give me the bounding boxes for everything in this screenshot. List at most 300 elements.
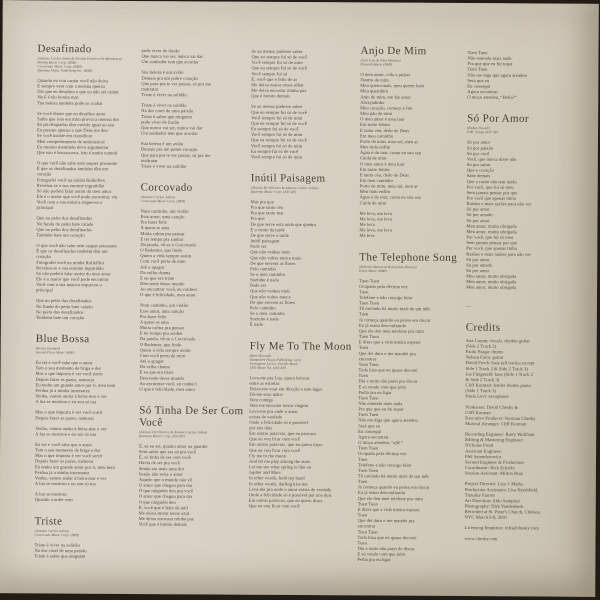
song-triste-title: Triste xyxy=(34,514,63,527)
lyric-line: Quero a vida sempre assim xyxy=(140,253,192,259)
lyric-line: Não me diga que agora atendeu xyxy=(358,417,418,423)
lyric-line: Me deixa morar nesse azul xyxy=(138,510,190,516)
lyric-line: Da velha chama xyxy=(139,364,170,370)
lyric-line: Tuen xyxy=(359,289,369,295)
stanza xyxy=(467,50,570,101)
lyric-line: Quero a vida sempre assim xyxy=(139,347,191,353)
song-the-telephone-song-title: The Telephone Song xyxy=(359,250,458,264)
lyric-line: Vem me encostar nessa viagem xyxy=(249,402,309,409)
lyric-line: Que nunca vai ser, nunca vai dar xyxy=(141,124,203,131)
lyric-line: Sem jamais pensar por que xyxy=(466,189,518,196)
lyric-line: O que é felicidade, meu amor xyxy=(140,292,196,298)
lyric-line: Só por amar xyxy=(466,217,490,223)
lyric-line: Se você disser que eu desafino amor xyxy=(37,110,106,117)
lyric-line: Dentro de mim xyxy=(360,77,389,83)
stanza xyxy=(140,209,247,299)
lyric-line: Meu pão de mim xyxy=(360,110,393,117)
stanza xyxy=(465,432,568,477)
divider-glyph: — xyxy=(465,303,472,309)
lyric-line: Paulo Braga: drums xyxy=(465,349,504,355)
lyric-line: Onde a felicidade só é possível xyxy=(249,419,308,425)
lyric-line: Depois fazer as pazes, namorar xyxy=(35,376,95,383)
lyric-line: Producers: David Chesky & xyxy=(465,404,519,410)
song-anjo-de-mim-title: Anjo De Mim xyxy=(360,43,427,57)
lyric-line: Executive Producer: Norman Chesky xyxy=(465,415,536,421)
lyric-line: Eu tenho um grande amor por ti, meu bem xyxy=(35,382,116,388)
lyric-line: Perdoa já a minha insensatez xyxy=(35,387,90,394)
lyric-line: Cliff Korman xyxy=(465,409,491,416)
song-desafinado-title: Desafinado xyxy=(37,41,92,55)
stanza xyxy=(34,542,134,559)
lyric-line: Sua beleza é um avião xyxy=(141,69,184,76)
stanza xyxy=(251,104,356,160)
lyric-line: Pelo caminho xyxy=(249,305,276,311)
lyric-line: Tuen xyxy=(358,311,369,317)
lyric-line: Só por amor xyxy=(466,206,490,212)
lyric-line: Você que é bonito demais xyxy=(138,521,187,527)
lyric-line: Tuen Tuen xyxy=(358,445,379,451)
lyric-line: Você sempre foi só de mim xyxy=(251,59,303,66)
lyric-line: Meu coração, começo e fim xyxy=(360,105,413,111)
lyric-line: Pedia pra eu ligar xyxy=(357,557,391,563)
lyric-line: Tem o seu momento de briga e dor xyxy=(35,447,101,453)
lyric-line: O Redentor, que lindo xyxy=(139,341,182,348)
lyric-line: Mas o que importa é ver você sorrir xyxy=(35,453,103,459)
lyric-line: Mas pra que xyxy=(250,199,274,205)
lyric-line: encontrar xyxy=(357,523,376,529)
lyric-line: Por você, que apenas tinha xyxy=(466,245,517,252)
stanza xyxy=(35,491,135,503)
lyric-line: Pode ser xyxy=(250,243,267,249)
lyric-line: O que ninguém deu pra você xyxy=(138,488,194,494)
lyric-line: De que servem as flores xyxy=(250,260,296,266)
lyric-line: Eu consegui xyxy=(467,83,491,89)
stanza xyxy=(466,140,570,291)
lyric-line: Porto de mim, meu sol, meu ar xyxy=(359,138,419,145)
lyric-line: Só por você xyxy=(466,150,490,157)
lyric-line: O que é felicidade, meu amor xyxy=(139,386,196,392)
lyric-line: Que não voltes nunca mais xyxy=(250,254,302,261)
lyric-line: E só vendo com que jeito xyxy=(357,551,406,557)
lyric-line: Tuen Tuen xyxy=(358,412,379,418)
lyric-line: A lua se mostrou e eu sou só tua xyxy=(35,398,97,405)
lyric-line: Triste é saber que ninguém xyxy=(141,113,193,120)
lyric-line: Sem saber que era só pra você xyxy=(139,449,197,455)
lyric-line: Me deixa morar nesse olhar xyxy=(251,82,304,88)
lyric-line: Agora encontrar xyxy=(358,434,389,440)
lyric-line: Que eu sempre fui só de você xyxy=(251,109,307,115)
lyric-line: Só por amar xyxy=(466,268,490,274)
lyric-line: Dá-me suas mãos xyxy=(249,391,283,397)
lyric-line: Na dor cruel de uma paixão xyxy=(141,108,194,114)
lyric-line: Em meu caminho xyxy=(359,177,393,184)
lyric-line: Você sempre foi só de mim xyxy=(251,115,303,121)
stanza xyxy=(465,536,568,542)
lyric-line: Que não venhas mais xyxy=(250,288,291,294)
lyric-line: Tuen Tuen xyxy=(357,501,378,507)
lyric-line: A lua se mostrou e eu sou só tua xyxy=(34,480,96,487)
lyric-line: Em outras palavras, que eu quero dizer xyxy=(249,441,323,448)
song-credit-line: Ipanema Music Publishing Inc. (BMI) xyxy=(37,68,93,73)
lyric-line: Já começa quando eu penso em discar xyxy=(358,317,431,323)
lyric-line: Nicholas Prout xyxy=(465,442,494,448)
stanza xyxy=(35,410,135,422)
lyric-line: Que não voltes nunca xyxy=(249,294,291,300)
lyric-line: Pra que tanto céu xyxy=(250,204,284,210)
lyric-line: Se você insiste em classificar xyxy=(36,133,93,139)
lyric-line: Senão era mais uma dor xyxy=(138,465,185,472)
lyric-line: Phil Sztenderowicz xyxy=(465,453,502,460)
lyric-line: E só vendo com que jeito xyxy=(358,384,407,390)
lyric-line: Tuen xyxy=(357,478,368,484)
lyric-line: Esse amor, uma canção xyxy=(140,214,185,220)
lyric-line: Perdoa já a minha insensatez xyxy=(34,469,90,476)
song-credit-line: (Ivan Lins & Vitor Martins) xyxy=(360,58,401,63)
stanza xyxy=(465,404,568,427)
lyric-line: Sozinho é nada xyxy=(250,277,279,283)
lyric-line: Meu querubim xyxy=(360,88,389,94)
lyric-line: E tanto céu, dedo de Deus xyxy=(359,172,409,178)
lyric-line: Eu sei e você sabe que o amor xyxy=(35,441,93,448)
lyric-line: É, só tinha de ser com você xyxy=(139,454,191,460)
lyric-line: Tuen xyxy=(357,512,368,518)
lyric-line: O moço atendeu, “alô!” xyxy=(358,439,403,446)
song-anjo-de-mim xyxy=(359,44,460,239)
song-blue-bossa-title: Blue Bossa xyxy=(35,331,90,345)
lyric-line: E tanto céu, dedo de Deus xyxy=(360,127,410,133)
lyric-line: Que eu sempre fui só de você xyxy=(251,65,308,71)
lyric-line: Da janela, vê-se o Corcovado xyxy=(140,241,196,248)
lyric-line: Ana Caram: vocals, rhythm guitar xyxy=(465,337,531,344)
lyric-line: De que servem as flores xyxy=(249,299,296,305)
song-triste xyxy=(34,515,134,560)
lyric-line: É nada xyxy=(249,321,263,327)
lyric-line: Que o coração xyxy=(466,167,494,173)
lyric-line: E dizer que a vida inteira esperei xyxy=(357,506,420,513)
lyric-line: Em noite Jobim xyxy=(359,166,390,172)
lyric-line: Tuen Tuen xyxy=(358,300,380,306)
song-credit-line: (Antonio Carlos Jobim) xyxy=(34,529,69,533)
lyric-line: O meu amor é meu luar xyxy=(360,116,405,122)
lyric-line: Se ao menos pudesse saber xyxy=(251,48,303,55)
lyric-line: Tuen xyxy=(358,345,369,351)
lyric-line: Da velha chama xyxy=(140,269,171,276)
lyric-line: Que nunca vai ser, nunca vai dar xyxy=(141,53,203,59)
lyric-line: É que os desafinados também têm um xyxy=(36,248,108,254)
song-credit-line: EMC Songs (ASCAP) xyxy=(467,130,499,135)
lyric-line: Você é tão bonita mas xyxy=(37,94,79,100)
lyric-line: Você sempre foi só de mim xyxy=(250,142,303,149)
stanza xyxy=(37,111,137,156)
lyric-line: Leva-me pra onde o amor exista de verdade xyxy=(248,486,332,493)
lyric-line: David Finck: bass (all tracks; except xyxy=(465,360,535,366)
lyric-line: Que no peito dos desafinados xyxy=(36,215,93,221)
stanza xyxy=(36,298,136,321)
lyric-line: In other words, darling kiss me xyxy=(248,480,308,487)
song-credit-line: (Aloysio De Oliveira & Antonio Carlos Jobim) xyxy=(250,186,319,191)
lyric-line: Por você, que foi só meu xyxy=(466,184,514,190)
lyric-line: Que para pra te ver passar, só pra me xyxy=(141,80,211,87)
lyric-line: Jupiter and Mars xyxy=(248,469,281,476)
lyric-line: Você sempre foi só xyxy=(251,71,288,77)
lyric-line: Meu quero-mais, meu querer bem xyxy=(360,83,425,89)
lyric-line: Eu sei e você sabe que o amor xyxy=(35,359,93,366)
lyric-line: Pode ser xyxy=(250,282,267,288)
lyric-line: A quem se ama xyxy=(139,319,169,325)
section-divider xyxy=(466,303,569,309)
lyric-line: Me leva xyxy=(359,221,375,227)
lyric-line: principal xyxy=(36,205,54,211)
lyric-line: Me deixa encostar minha paz xyxy=(138,516,194,522)
lyric-line: Tuen Tuen xyxy=(357,467,379,473)
stanza xyxy=(35,442,135,487)
song-credit-line: Hampshire House Publishing Corp. xyxy=(249,357,302,362)
lyric-line: Não entendo mais nada xyxy=(467,55,512,61)
lyric-line: maltratar xyxy=(141,86,159,92)
lyric-line: Na dor cruel de uma paixão xyxy=(34,547,87,554)
lyric-line: O amor que chegou para dar xyxy=(138,493,193,500)
stanza xyxy=(141,70,247,99)
lyric-line: Meu tudo enfim xyxy=(359,189,390,195)
lyric-line: Já começa quando eu penso em discar xyxy=(357,484,430,490)
so-tinha-continued xyxy=(251,49,357,161)
lyric-line: E ter tempo pra sonhar xyxy=(140,236,184,242)
song-fly-me-to-the-moon xyxy=(249,339,355,509)
song-credit-line: (Baden Powell) xyxy=(467,126,490,131)
credits-section xyxy=(465,321,569,542)
lyric-line: Meu amor, muito obrigada xyxy=(466,279,517,285)
lyric-line: O que ninguém deu xyxy=(138,499,176,505)
lyric-line: Tuen Tuen xyxy=(467,66,488,72)
lyric-line: Pra que que eu fui topar xyxy=(467,61,513,67)
lyric-line: Se o meu caminho xyxy=(249,310,285,316)
lyric-line: Tuen xyxy=(358,372,369,379)
lyric-line: Senão não seria o amor xyxy=(138,471,183,477)
lyric-line: Só privilegiados têm ouvido igual ao seu xyxy=(37,121,115,128)
lyric-line: Session Assistant: Milton Ruiz xyxy=(464,470,523,476)
lyric-line: Sua beleza é um avião xyxy=(140,141,184,147)
lyric-line: Venha, vamos andar à beira-mar e ver xyxy=(34,475,107,481)
lyric-line: Aquele que o mundo não vê xyxy=(138,476,192,483)
lyric-line: Você com a sua música esqueceu o xyxy=(36,281,102,288)
lyric-line: É, você que é feito de ar xyxy=(251,76,298,82)
lyric-line: Se ao menos pudesse saber xyxy=(251,103,303,110)
song-inutil-paisagem xyxy=(250,172,356,328)
lyric-line: Eu já estou desconfiando xyxy=(358,322,407,329)
lyric-line: Editing & Mastering Engineer: xyxy=(465,437,524,443)
lyric-line: Não me diga que agora atendeu xyxy=(467,72,527,78)
lyric-line: Ele é o maior que você pode encontrar xyxy=(36,276,109,282)
lyric-line: De que serve a tarde xyxy=(250,232,289,238)
lyric-line: Pra que tanto mar xyxy=(250,210,284,216)
lyric-line: Eu já estou desconfiando xyxy=(357,490,406,496)
lyric-line: Que ele deu meu telefone pra mim xyxy=(357,495,423,502)
lyric-line: Que não venhas mais xyxy=(250,249,291,255)
lyric-line: Depois fazer as pazes, namorar xyxy=(35,415,95,421)
lyric-line: Por você que apenas tinha xyxy=(466,195,516,201)
lyric-line: www.chesky.com xyxy=(464,535,498,542)
lyric-line: Coordinator: Rick Eckerle xyxy=(464,465,515,471)
lyric-line: Paulo Levi: saxophone xyxy=(465,393,509,399)
song-credit-line: Corcovado Music Corp. (BMI) xyxy=(34,533,80,537)
lyric-line: Que dei duro e me mandei pra xyxy=(357,517,415,524)
lyric-line: Fotografei você na minha Rolleiflex xyxy=(36,177,106,183)
lyric-line: Com você perto de mim xyxy=(140,258,186,264)
lyric-line: coração xyxy=(36,254,51,260)
lyric-line: Descrente desse mundo xyxy=(139,375,184,381)
lyric-line: por nós dois xyxy=(249,425,273,431)
lyric-line: pode viver de ilusão xyxy=(141,119,180,125)
lyric-line: Mas o que importa é ver você sorrir xyxy=(35,371,103,377)
lyric-line: No fundo do peito bate calado xyxy=(36,221,94,227)
lyric-line: Só por amor xyxy=(466,139,491,145)
lyric-line: Triste é viver na solidão xyxy=(140,163,187,169)
lyric-line: Pra fazer feliz xyxy=(139,313,167,320)
lyric-line: Anjo de mim, me faz amor xyxy=(360,94,411,100)
lyric-line: Let me see what spring is like on xyxy=(248,464,312,470)
lyric-line: Porto de mim, meu sol, meu ar xyxy=(359,183,418,189)
lyric-line: Só por sabor xyxy=(466,162,491,168)
stanza xyxy=(36,216,136,239)
lyric-line: O amor que chegou para dar xyxy=(138,482,193,488)
song-credit-line: (Antonio Carlos Jobim & Newton Ferreira De Mendonça) xyxy=(37,56,122,61)
lyric-line: Ocupado pela décima vez xyxy=(359,283,408,290)
lyric-line: Photography: Dirk Vandenberk xyxy=(464,503,524,509)
song-credit-line: Bendig Music Corp. (BMI) xyxy=(37,60,77,65)
lyric-line: principal xyxy=(36,287,53,293)
lyric-line: Tuen Tuen xyxy=(358,395,379,401)
stanza xyxy=(251,49,356,100)
lyric-line: Sabe demais xyxy=(466,173,491,179)
lyric-line: Ele é o maior que você pode encontrar, viu xyxy=(36,193,118,200)
lyric-line: Será que eu xyxy=(358,423,381,429)
lyric-line: Eu possuo apenas o que Deus me deu xyxy=(37,127,108,133)
lyric-line: Tuen xyxy=(358,456,368,462)
lyric-line: E ter tempo pra sonhar xyxy=(139,330,183,336)
song-credit-line: Ipanema Music Corp. (ASCAP) xyxy=(250,190,297,194)
lyric-line: Eu sempre fui só de você xyxy=(251,126,299,132)
lyric-line: Que eu vou ficar com você xyxy=(248,503,300,509)
column-1 xyxy=(34,42,137,559)
lyric-line: Triste é saber que ninguém xyxy=(34,553,86,559)
lyric-line: Você sempre foi só de mim xyxy=(250,154,303,160)
song-credit-line: TRO Music Ed. (ASCAP) xyxy=(249,365,286,370)
lyric-line: Venha, vamos andar à beira-mar e ver xyxy=(35,425,107,432)
lyric-line: Revelou-se a sua enorme ingratidão xyxy=(36,182,105,189)
lyric-line: Me leva, me leva xyxy=(359,210,392,216)
lyric-line: Da janela, vê-se o Corcovado xyxy=(139,336,196,342)
lyric-line: Descrente desse mundo xyxy=(140,281,185,287)
lyric-line: Até o apagar xyxy=(140,264,165,270)
lyric-line: Demais pra um pobre coração xyxy=(140,146,198,153)
song-desafinado xyxy=(36,42,138,321)
song-so-tinha-de-ser-com-voce xyxy=(139,404,246,528)
lyric-line: Side 1 Track 2 & Side 2 Track 3) xyxy=(465,365,528,372)
lyric-line: Triste é viver na solidão xyxy=(141,92,187,98)
lyric-line: Tuen xyxy=(357,540,368,546)
lyric-line: Tua beleza também pode se acabar xyxy=(37,100,103,106)
stanza xyxy=(139,444,246,528)
song-the-telephone-song xyxy=(357,251,459,564)
lyric-line: Demais pra um pobre coração xyxy=(141,75,198,81)
lyric-line: Em noite Jobim xyxy=(360,122,390,128)
lyric-line: (Side 1 Track 3) xyxy=(465,388,496,394)
lyric-line: Que eu sempre fui só de você xyxy=(251,120,307,126)
lyric-line: Muita calma pra pensar xyxy=(140,230,185,237)
lyric-line: Agora encontrar xyxy=(467,89,499,95)
lyric-line: Recording Engineer: Barry Wolifson xyxy=(465,431,535,438)
lyric-line: Também bate um coração xyxy=(35,314,85,321)
lyric-line: Timothy Parrott xyxy=(464,492,495,498)
lyric-line: Inútil paisagem xyxy=(250,238,280,244)
lyric-line: maltratar xyxy=(140,157,158,163)
credits-section-title: Credits xyxy=(465,320,501,334)
lyric-line: Quando a noite vem xyxy=(34,497,73,503)
lyric-line: O que você não sabe nem sequer pressente xyxy=(36,242,117,249)
lyric-line: Fotografei você na minha Rolleiflex xyxy=(36,259,105,266)
lyric-line: Só por amado xyxy=(466,262,493,268)
song-credit-line: Portuguese Lyrics: Pacific Music xyxy=(249,361,299,366)
lyric-line: encontrar xyxy=(358,356,377,362)
stanza xyxy=(465,481,568,521)
lyric-line: A quem se ama xyxy=(140,225,170,231)
lyric-line: Meu amor, muito obrigada xyxy=(466,228,517,235)
lyric-line: No fundo do peito bate calado xyxy=(35,303,93,310)
lyric-line: Num cantinho, um violão xyxy=(140,208,189,214)
lyric-line: Meu amor, muito obrigada xyxy=(466,223,517,229)
lyric-line: Água é do mar, como eu sou seu xyxy=(359,194,421,200)
lyric-line: Com você perto de mim xyxy=(139,352,186,359)
lyric-line: Tô ouvindo há muito mais de um mês xyxy=(357,473,430,479)
lyric-line: No peito dos desafinados xyxy=(35,309,84,315)
song-credit-line: Second Floor Music (BMI) xyxy=(35,350,75,355)
lyric-line: Só por amado xyxy=(466,212,493,218)
lyric-line: Tuen Tuen xyxy=(358,361,379,367)
lyric-line: E eu que era triste xyxy=(140,275,175,281)
lyric-line: Em meu caminho xyxy=(359,133,394,139)
lyric-line: Dia e noite não parei pra discar xyxy=(358,378,418,384)
song-so-por-amor xyxy=(466,112,570,291)
lyric-line: Cliff Korman: fender rhodes piano xyxy=(465,382,531,388)
lyric-line: (Side 2 Track 2) xyxy=(465,343,497,349)
lyric-line: É, você que é feito de anil xyxy=(138,504,188,511)
lyric-line: E sempre vem com a mesma queixa xyxy=(37,83,105,89)
lyric-line: Me leva xyxy=(359,233,375,239)
stanza xyxy=(37,160,137,211)
lyric-line: Diz que eu desafino e que eu não sei cantar xyxy=(37,89,119,95)
stanza xyxy=(35,426,135,438)
lyric-line: Razões e mais razões para não ver xyxy=(466,251,531,257)
lyric-line: Telefone e não consigo falar xyxy=(358,294,413,301)
lyric-line: Saiba que isso em mim provoca imensa dor xyxy=(37,116,120,122)
lyric-line: É que os desafinados também têm um xyxy=(36,165,109,172)
lyric-line: Você sempre foi só de mim xyxy=(250,131,303,138)
stanza xyxy=(360,72,461,206)
lyric-line: Não entendo mais nada xyxy=(358,400,403,407)
lyric-line: Você com a sua música esqueceu o xyxy=(36,199,103,205)
lyric-line: Eu sempre fui só de você xyxy=(250,148,299,154)
lyric-line: Nelson Faria: guitar xyxy=(465,354,504,360)
song-credit-line: Essex Music (BMI) xyxy=(359,269,387,273)
song-blue-bossa xyxy=(35,332,136,503)
lyric-line: Só por amor xyxy=(466,256,490,263)
lyric-line: Project Director: Lisa J. Marks xyxy=(464,481,524,487)
lyric-line: Meu amor, muito obrigada xyxy=(466,273,517,279)
lyric-line: Que no peito dos desafinados xyxy=(35,298,92,304)
song-corcovado-title: Corcovado xyxy=(140,180,193,194)
lyric-line: Meu amor, muito obrigada xyxy=(466,284,517,291)
lyric-line: Vem comigo xyxy=(249,397,274,403)
